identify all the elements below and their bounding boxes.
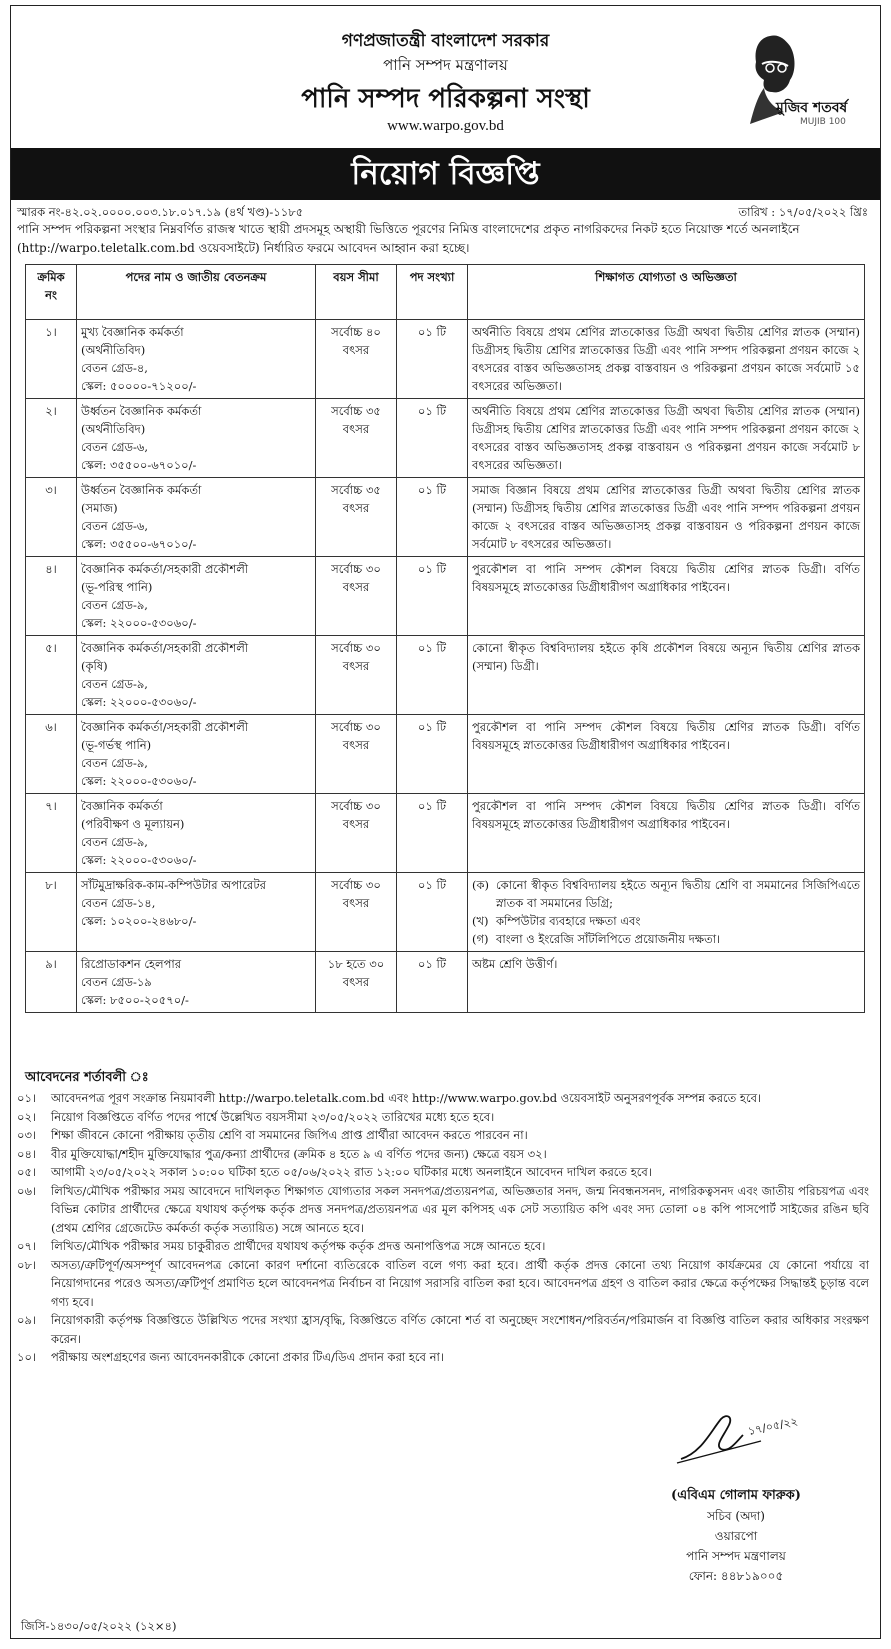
org-name: পানি সম্পদ পরিকল্পনা সংস্থা: [301, 84, 590, 114]
post-cell: [77, 873, 316, 952]
post-subtitle: (সমাজ): [81, 501, 118, 515]
qualification-text: সমাজ বিজ্ঞান বিষয়ে প্রথম শ্রেণির স্নাতকোত্তর ডিগ্রী অথবা দ্বিতীয় শ্রেণির স্নাতক (সম্মান) ডিগ্রীসহ দ্বিতীয় শ্রেণির স্নাতকোত্তর ডিগ্রী এবং পানি সম্পদ পরিকল্পনা প্রণয়ন কাজে ২ বৎসরের বাস্তব অভিজ্ঞতাসহ প্রকল্প বাস্তবায়ন ও পরিকল্পনা প্রণয়ন কাজে সর্বমোট ৮ বৎসরের অভিজ্ঞতা।: [472, 483, 860, 551]
signatory-designation: সচিব (অদা): [707, 1509, 765, 1523]
qualification-mark: (ক): [472, 878, 490, 892]
condition-text: আবেদনপত্র পূরণ সংক্রান্ত নিয়মাবলী http://warpo.teletalk.com.bd এবং http://www.warpo.gov.bd ওয়েবসাইট অনুসরণপূর্বক সম্পন্ন করতে হবে।: [51, 1091, 762, 1105]
condition-item: [17, 1089, 869, 1108]
table-header-row: [26, 265, 865, 320]
condition-text: বীর মুক্তিযোদ্ধা/শহীদ মুক্তিযোদ্ধার পুত্র/কন্যা প্রার্থীদের (ক্রমিক ৪ হতে ৯ এ বর্ণিত পদের জন্য) ক্ষেত্রে বয়স ৩২।: [51, 1146, 547, 1161]
post-cell: [77, 399, 316, 478]
serial-cell: ৯।: [26, 952, 77, 1013]
condition-number: ০২।: [17, 1109, 37, 1124]
table-row: [26, 715, 865, 794]
age-cell: সর্বোচ্চ ৪০ বৎসর: [316, 320, 397, 399]
condition-item: [17, 1126, 869, 1145]
count-cell: ০১ টি: [397, 557, 468, 636]
table-row: [26, 952, 865, 1013]
qualification-text: পুরকৌশল বা পানি সম্পদ কৌশল বিষয়ে দ্বিতীয় শ্রেণির স্নাতক ডিগ্রী। বর্ণিত বিষয়সমূহে স্নাতকোত্তর ডিগ্রীধারীগণ অগ্রাধিকার পাইবেন।: [472, 799, 860, 831]
post-cell: [77, 715, 316, 794]
post-cell: [77, 636, 316, 715]
mujib-100-logo: [740, 28, 848, 128]
condition-text: অসত্য/ত্রুটিপূর্ণ/অসম্পূর্ণ আবেদনপত্র কোনো কারণ দর্শানো ব্যতিরেকে বাতিল বলে গণ্য করা হবে। প্রার্থী কর্তৃক প্রদত্ত কোনো তথ্য নিয়োগ কার্যক্রমের যে কোনো পর্যায়ে বা নিয়োগদানের পরেও অসত্য/ত্রুটিপূর্ণ প্রমাণিত হলে আবেদনপত্র নির্বাচন বা নিয়োগ সরাসরি বাতিল করা হবে। আবেদনপত্র গ্রহণ ও বাতিল করার ক্ষেত্রে কর্তৃপক্ষের সিদ্ধান্তই চূড়ান্ত বলে গণ্য হবে।: [51, 1257, 869, 1309]
post-title: উর্ধ্বতন বৈজ্ঞানিক কর্মকর্তা: [81, 404, 202, 418]
qualification-text: কোনো স্বীকৃত বিশ্ববিদ্যালয় হইতে অন্যূন দ্বিতীয় শ্রেণি বা সমমানের সিজিপিএতে স্নাতক বা সমমানের ডিগ্রি;: [496, 878, 860, 910]
table-row: [26, 557, 865, 636]
condition-number: ০৭।: [17, 1239, 37, 1253]
pay-scale: স্কেল: ৫০০০০-৭১২০০/-: [81, 379, 197, 393]
age-cell: সর্বোচ্চ ৩০ বৎসর: [316, 636, 397, 715]
table-row: [26, 399, 865, 478]
pay-grade: বেতন গ্রেড-৯,: [81, 677, 148, 691]
count-cell: ০১ টি: [397, 873, 468, 952]
memo-ref: স্মারক নং-৪২.০২.০০০০.০০৩.১৮.০১৭.১৯ (৪র্থ খণ্ড)-১১৮৫: [17, 205, 304, 219]
pay-scale: স্কেল: ৮৫০০-২০৫৭০/-: [81, 993, 189, 1007]
col-post-count: পদ সংখ্যা: [397, 265, 468, 320]
signatory-ministry: পানি সম্পদ মন্ত্রণালয়: [686, 1549, 786, 1563]
pay-grade: বেতন গ্রেড-১৯: [81, 975, 152, 989]
post-subtitle: (ভূ-পরিস্থ পানি): [81, 580, 153, 594]
qualification-text: অর্থনীতি বিষয়ে প্রথম শ্রেণির স্নাতকোত্তর ডিগ্রী অথবা দ্বিতীয় শ্রেণির স্নাতক (সম্মান) ডিগ্রীসহ দ্বিতীয় শ্রেণির স্নাতকোত্তর ডিগ্রী এবং পানি সম্পদ পরিকল্পনা প্রণয়ন কাজে ২ বৎসরের বাস্তব অভিজ্ঞতাসহ প্রকল্প বাস্তবায়ন ও পরিকল্পনা প্রণয়ন কাজে সর্বমোট ৮ বৎসরের অভিজ্ঞতা।: [472, 404, 860, 472]
col-serial: ক্রমিক নং: [26, 265, 77, 320]
age-cell: সর্বোচ্চ ৩৫ বৎসর: [316, 478, 397, 557]
col-post-title: পদের নাম ও জাতীয় বেতনক্রম: [77, 265, 316, 320]
condition-item: [17, 1163, 869, 1182]
conditions-title: আবেদনের শর্তাবলী ঃ: [25, 1070, 149, 1085]
condition-text: শিক্ষা জীবনে কোনো পরীক্ষায় তৃতীয় শ্রেণি বা সমমানের জিপিএ প্রাপ্ত প্রার্থীরা আবেদন করতে পারবেন না।: [51, 1128, 528, 1142]
condition-text: লিখিত/মৌখিক পরীক্ষার সময় চাকুরীরত প্রার্থীদের যথাযথ কর্তৃপক্ষ কর্তৃক প্রদত্ত অনাপত্তিপত্র সঙ্গে আনতে হবে।: [51, 1239, 546, 1253]
condition-text: আগামী ২৩/০৫/২০২২ সকাল ১০:০০ ঘটিকা হতে ০৫/০৬/২০২২ রাত ১২:০০ ঘটিকার মধ্যে অনলাইনে আবেদন দাখিল করতে হবে।: [51, 1165, 652, 1179]
post-title: রিপ্রোডাকশন হেলপার: [81, 957, 182, 971]
post-cell: [77, 557, 316, 636]
qualification-text: কম্পিউটার ব্যবহারে দক্ষতা এবং: [496, 914, 641, 928]
qualification-cell: [468, 636, 865, 715]
website-link[interactable]: www.warpo.gov.bd: [387, 118, 504, 134]
header: [11, 6, 880, 148]
serial-cell: ৪।: [26, 557, 77, 636]
table-row: [26, 320, 865, 399]
serial-cell: ৮।: [26, 873, 77, 952]
serial-cell: ৭।: [26, 794, 77, 873]
govt-name: গণপ্রজাতন্ত্রী বাংলাদেশ সরকার: [341, 31, 550, 51]
qualification-item: [472, 876, 860, 912]
post-subtitle: (অর্থনীতিবিদ): [81, 422, 146, 436]
pay-grade: বেতন গ্রেড-৯,: [81, 756, 148, 770]
count-cell: ০১ টি: [397, 399, 468, 478]
logo-sub: MUJIB 100: [800, 117, 846, 127]
post-cell: [77, 952, 316, 1013]
signatory-block: [611, 1486, 861, 1586]
qualification-mark: (গ): [472, 932, 489, 946]
post-cell: [77, 794, 316, 873]
pay-scale: স্কেল: ৩৫৫০০-৬৭০১০/-: [81, 537, 197, 551]
count-cell: ০১ টি: [397, 952, 468, 1013]
table-row: [26, 794, 865, 873]
qualification-cell: [468, 399, 865, 478]
pay-grade: বেতন গ্রেড-১৪,: [81, 896, 156, 910]
condition-item: [17, 1348, 869, 1367]
signatory-phone: ফোন: ৪৪৮১৯০০৫: [688, 1569, 784, 1583]
pay-grade: বেতন গ্রেড-৬,: [81, 440, 148, 454]
condition-item: [17, 1145, 869, 1164]
pay-scale: স্কেল: ১০২০০-২৪৬৮০/-: [81, 914, 197, 928]
condition-item: [17, 1256, 869, 1312]
serial-cell: ৩।: [26, 478, 77, 557]
qualification-item: [472, 912, 860, 930]
qualification-text: বাংলা ও ইংরেজি সাঁটলিপিতে প্রয়োজনীয় দক্ষতা।: [496, 932, 721, 946]
qualification-text: পুরকৌশল বা পানি সম্পদ কৌশল বিষয়ে দ্বিতীয় শ্রেণির স্নাতক ডিগ্রী। বর্ণিত বিষয়সমূহে স্নাতকোত্তর ডিগ্রীধারীগণ অগ্রাধিকার পাইবেন।: [472, 720, 860, 752]
qualification-item: [472, 930, 860, 948]
pay-scale: স্কেল: ২২০০০-৫৩০৬০/-: [81, 616, 197, 630]
post-title: বৈজ্ঞানিক কর্মকর্তা/সহকারী প্রকৌশলী: [81, 641, 249, 655]
condition-item: [17, 1182, 869, 1238]
condition-number: ১০।: [17, 1350, 37, 1364]
memo-date: তারিখ : ১৭/০৫/২০২২ খ্রিঃ: [738, 205, 868, 219]
post-title: সাঁটমুদ্রাক্ষরিক-কাম-কম্পিউটার অপারেটর: [81, 878, 266, 892]
condition-text: নিয়োগকারী কর্তৃপক্ষ বিজ্ঞপ্তিতে উল্লিখিত পদের সংখ্যা হ্রাস/বৃদ্ধি, বিজ্ঞপ্তিতে বর্ণিত কোনো শর্ত বা অনুচ্ছেদ সংশোধন/পরিবর্তন/পরিমার্জন বা বিজ্ঞপ্তি বাতিল করার অধিকার সংরক্ষণ করেন।: [51, 1313, 869, 1346]
post-subtitle: (কৃষি): [81, 659, 108, 673]
condition-item: [17, 1237, 869, 1256]
post-cell: [77, 478, 316, 557]
qualification-cell: [468, 478, 865, 557]
table-row: [26, 636, 865, 715]
count-cell: ০১ টি: [397, 794, 468, 873]
qualification-cell: [468, 952, 865, 1013]
post-title: বৈজ্ঞানিক কর্মকর্তা: [81, 799, 163, 813]
condition-number: ০৩।: [17, 1128, 37, 1142]
footer-code: জিসি-১৪৩০/০৫/২০২২ (১২×৪): [21, 1619, 177, 1633]
age-cell: সর্বোচ্চ ৩০ বৎসর: [316, 557, 397, 636]
serial-cell: ২।: [26, 399, 77, 478]
qualification-text: পুরকৌশল বা পানি সম্পদ কৌশল বিষয়ে দ্বিতীয় শ্রেণির স্নাতক ডিগ্রী। বর্ণিত বিষয়সমূহে স্নাতকোত্তর ডিগ্রীধারীগণ অগ্রাধিকার পাইবেন।: [472, 562, 860, 594]
pay-grade: বেতন গ্রেড-৪,: [81, 361, 148, 375]
age-cell: ১৮ হতে ৩০ বৎসর: [316, 952, 397, 1013]
post-subtitle: (পরিবীক্ষণ ও মূল্যায়ন): [81, 817, 185, 831]
conditions-list: [17, 1089, 869, 1367]
table-row: [26, 478, 865, 557]
qualification-cell: [468, 873, 865, 952]
signature-date: ১৭/০৫/২২: [746, 1414, 799, 1438]
intro-text: পানি সম্পদ পরিকল্পনা সংস্থার নিম্নবর্ণিত রাজস্ব খাতে স্থায়ী প্রদসমূহ অস্থায়ী ভিত্তিতে পূরণের নিমিত্ত বাংলাদেশের প্রকৃত নাগরিকদের নিকট হতে নিয়োক্ত শর্তে অনলাইনে (http://warpo.teletalk.com.bd ওয়েবসাইটে) নির্ধারিত ফরমে আবেদন আহ্বান করা হচ্ছে।: [17, 222, 800, 255]
condition-number: ০১।: [17, 1091, 37, 1105]
age-cell: সর্বোচ্চ ৩০ বৎসর: [316, 873, 397, 952]
post-subtitle: (ভূ-গর্ভস্থ পানি): [81, 738, 152, 752]
condition-number: ০৬।: [17, 1183, 37, 1198]
serial-cell: ৬।: [26, 715, 77, 794]
condition-text: লিখিত/মৌখিক পরীক্ষার সময় আবেদনে দাখিলকৃত শিক্ষাগত যোগ্যতার সকল সনদপত্র/প্রত্যয়নপত্র, অভিজ্ঞতার সনদ, জন্ম নিবন্ধনসনদ, নাগরিকত্বসনদ এবং জাতীয় পরিচয়পত্র এবং বিভিন্ন কোটার প্রার্থীদের ক্ষেত্রে যথাযথ কর্তৃপক্ষ কর্তৃক প্রদত্ত সনদপত্র/প্রত্যয়নপত্র এর মূল কপিসহ এক সেট সত্যায়িত কপি এবং সদ্য তোলা ০৪ কপি পাসপোর্ট সাইজের রঙিন ছবি (প্রথম শ্রেণির গ্রেজেটেড কর্মকর্তা কর্তৃক সত্যায়িত) সঙ্গে আনতে হবে।: [51, 1183, 869, 1235]
condition-number: ০৮।: [17, 1257, 37, 1272]
table-row: [26, 873, 865, 952]
age-cell: সর্বোচ্চ ৩০ বৎসর: [316, 794, 397, 873]
pay-grade: বেতন গ্রেড-৯,: [81, 598, 148, 612]
pay-scale: স্কেল: ৩৫৫০০-৬৭০১০/-: [81, 458, 197, 472]
notice-banner: নিয়োগ বিজ্ঞপ্তি: [11, 148, 880, 200]
signature: [671, 1401, 821, 1471]
table-body: [26, 320, 865, 1013]
notice-page: [10, 5, 881, 1639]
col-age-limit: বয়স সীমা: [316, 265, 397, 320]
qualification-cell: [468, 320, 865, 399]
qualification-cell: [468, 794, 865, 873]
condition-item: [17, 1108, 869, 1127]
condition-number: ০৯।: [17, 1313, 37, 1327]
signatory-name: (এবিএম গোলাম ফারুক): [671, 1488, 801, 1503]
qualification-text: অষ্টম শ্রেণি উত্তীর্ণ।: [472, 957, 558, 971]
condition-text: পরীক্ষায় অংশগ্রহণের জন্য আবেদনকারীকে কোনো প্রকার টিএ/ডিএ প্রদান করা হবে না।: [51, 1350, 444, 1364]
post-title: উর্ধ্বতন বৈজ্ঞানিক কর্মকর্তা: [81, 483, 202, 497]
count-cell: ০১ টি: [397, 320, 468, 399]
pay-scale: স্কেল: ২২০০০-৫৩০৬০/-: [81, 695, 197, 709]
condition-number: ০৪।: [17, 1146, 37, 1161]
pay-grade: বেতন গ্রেড-৬,: [81, 519, 148, 533]
age-cell: সর্বোচ্চ ৩৫ বৎসর: [316, 399, 397, 478]
condition-text: নিয়োগ বিজ্ঞপ্তিতে বর্ণিত পদের পার্শ্বে উল্লেখিত বয়সসীমা ২৩/০৫/২০২২ তারিখের মধ্যে হতে হবে।: [51, 1109, 495, 1124]
qualification-mark: (খ): [472, 914, 489, 928]
ministry-name: পানি সম্পদ মন্ত্রণালয়: [383, 56, 508, 74]
signatory-org: ওয়ারপো: [714, 1529, 758, 1543]
qualification-text: কোনো স্বীকৃত বিশ্ববিদ্যালয় হইতে কৃষি প্রকৌশল বিষয়ে অন্যূন দ্বিতীয় শ্রেণির স্নাতক (সম্মান) ডিগ্রী।: [472, 641, 860, 673]
count-cell: ০১ টি: [397, 636, 468, 715]
post-title: বৈজ্ঞানিক কর্মকর্তা/সহকারী প্রকৌশলী: [81, 562, 249, 576]
post-subtitle: (অর্থনীতিবিদ): [81, 343, 146, 357]
post-title: বৈজ্ঞানিক কর্মকর্তা/সহকারী প্রকৌশলী: [81, 720, 249, 734]
age-cell: সর্বোচ্চ ৩০ বৎসর: [316, 715, 397, 794]
posts-table: [25, 264, 865, 1013]
pay-scale: স্কেল: ২২০০০-৫৩০৬০/-: [81, 774, 197, 788]
condition-number: ০৫।: [17, 1165, 37, 1179]
pay-scale: স্কেল: ২২০০০-৫৩০৬০/-: [81, 853, 197, 867]
qualification-cell: [468, 557, 865, 636]
qualification-cell: [468, 715, 865, 794]
pay-grade: বেতন গ্রেড-৯,: [81, 835, 148, 849]
count-cell: ০১ টি: [397, 478, 468, 557]
col-qualification: শিক্ষাগত যোগ্যতা ও অভিজ্ঞতা: [468, 265, 865, 320]
serial-cell: ৫।: [26, 636, 77, 715]
qualification-text: অর্থনীতি বিষয়ে প্রথম শ্রেণির স্নাতকোত্তর ডিগ্রী অথবা দ্বিতীয় শ্রেণির স্নাতক (সম্মান) ডিগ্রীসহ দ্বিতীয় শ্রেণির স্নাতকোত্তর ডিগ্রী এবং পানি সম্পদ পরিকল্পনা প্রণয়ন কাজে ২ বৎসরের বাস্তব অভিজ্ঞতাসহ প্রকল্প বাস্তবায়ন ও পরিকল্পনা প্রণয়ন কাজে সর্বমোট ১৫ বৎসরের অভিজ্ঞতা।: [472, 325, 860, 393]
serial-cell: ১।: [26, 320, 77, 399]
post-title: মুখ্য বৈজ্ঞানিক কর্মকর্তা: [81, 325, 184, 339]
logo-text: মুজিব শতবর্ষ: [776, 100, 848, 116]
post-cell: [77, 320, 316, 399]
count-cell: ০১ টি: [397, 715, 468, 794]
condition-item: [17, 1311, 869, 1348]
